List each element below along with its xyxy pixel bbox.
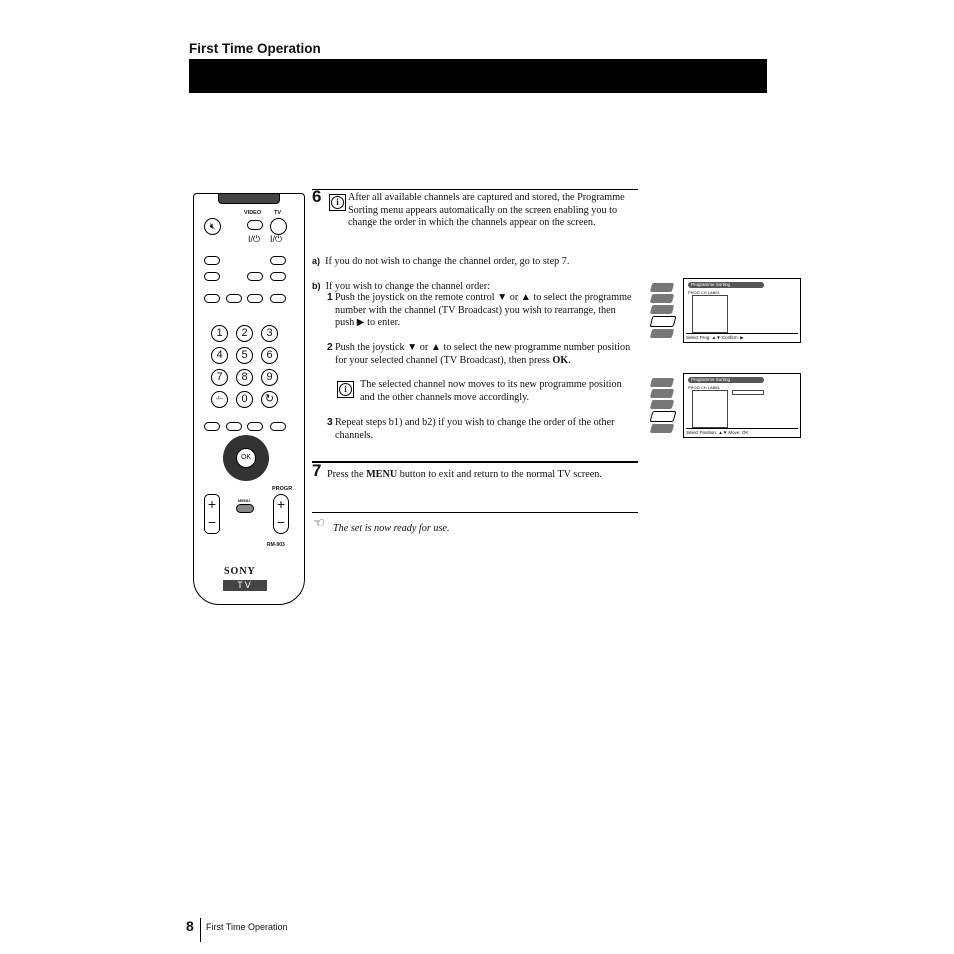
- volume-rocker: + −: [204, 494, 220, 534]
- standby-icon-tv: I/⏻: [270, 234, 283, 244]
- digit-button-4: 4: [211, 347, 228, 364]
- step-b2-number: 2: [327, 342, 333, 353]
- screen2-columns: PROG CH LABEL: [688, 385, 721, 390]
- sharpness-button: [270, 422, 286, 431]
- step6-intro: After all available channels are captured and stored, the Programme Sorting menu appears automatically on the screen enabling you to change the order in which the channels appear on the screen.: [348, 192, 625, 229]
- programme-sorting-screen-2: [683, 373, 801, 438]
- tv-badge: TV: [223, 580, 267, 591]
- menu-button: [236, 504, 254, 513]
- screen2-channel-list: [692, 390, 728, 428]
- step-b3-text: Repeat steps b1) and b2) if you wish to change the order of the other channels.: [335, 417, 615, 441]
- step7-text: Press the MENU button to exit and return to the normal TV screen.: [327, 469, 602, 480]
- sound-mode-button: [204, 422, 220, 431]
- programme-rocker: + −: [273, 494, 289, 534]
- progr-label: PROGR: [272, 486, 293, 492]
- digit-button-7: 7: [211, 369, 228, 386]
- double-digit-button: -/--: [211, 391, 228, 408]
- screen1-channel-list: [692, 295, 728, 333]
- step-b2-text: Push the joystick ▼ or ▲ to select the new programme number position for your selected channel (TV Broadcast), then press OK.: [335, 342, 631, 366]
- tv-label: TV: [274, 210, 282, 216]
- screen1-footer: Select Prog: ▲▼ Confirm: ▶: [686, 335, 744, 340]
- tv-power-button: [270, 218, 287, 235]
- menu-tabs-1: [651, 283, 675, 340]
- teletext-button: [204, 256, 220, 265]
- step7-rule: [312, 461, 638, 463]
- color-button-4: [270, 294, 286, 303]
- color-button-1: [204, 294, 220, 303]
- menu-tabs-2: [651, 378, 675, 435]
- page-number: 8: [186, 918, 194, 934]
- video-label: VIDEO: [244, 210, 262, 216]
- video-power-button: [247, 220, 263, 230]
- digit-button-3: 3: [261, 325, 278, 342]
- step6-number: 6: [312, 187, 322, 206]
- step-b1-number: 1: [327, 292, 333, 303]
- screen1-title: Programme Sorting: [688, 282, 764, 288]
- color-button-3: [247, 294, 263, 303]
- remote-control-illustration: [193, 193, 305, 605]
- step6-option-a: a) If you do not wish to change the channel order, go to step 7.: [312, 256, 570, 267]
- step6-rule: [312, 189, 638, 190]
- previous-channel-button: ↻: [261, 391, 278, 408]
- screen2-moving-channel: [732, 390, 764, 395]
- digit-button-1: 1: [211, 325, 228, 342]
- step-b3-number: 3: [327, 417, 333, 428]
- screen1-columns: PROG CH LABEL: [688, 290, 721, 295]
- footer-label: First Time Operation: [206, 922, 288, 932]
- screen2-title: Programme Sorting: [688, 377, 764, 383]
- digit-button-2: 2: [236, 325, 253, 342]
- digit-button-0: 0: [236, 391, 253, 408]
- picture-mode-button: [247, 272, 263, 281]
- step6-note: The selected channel now moves to its new programme position and the other channels move accordingly.: [360, 379, 622, 403]
- brightness-button: [226, 422, 242, 431]
- digit-button-6: 6: [261, 347, 278, 364]
- title-bar: [189, 59, 767, 93]
- joystick: [223, 435, 269, 481]
- footer-divider: [200, 918, 201, 942]
- color-button-2: [226, 294, 242, 303]
- ready-rule: [312, 512, 638, 513]
- standby-icon: I/⏻: [248, 234, 261, 244]
- digit-button-9: 9: [261, 369, 278, 386]
- info-button: [270, 256, 286, 265]
- digit-button-5: 5: [236, 347, 253, 364]
- info-icon-note: i: [337, 381, 354, 398]
- section-title: First Time Operation: [189, 41, 321, 56]
- step6-option-b: b) If you wish to change the channel order:: [312, 281, 490, 292]
- model-number: RM-903: [267, 542, 285, 548]
- ready-note: The set is now ready for use.: [333, 523, 450, 534]
- input-select-button: [270, 272, 286, 281]
- ok-button: OK: [236, 448, 256, 468]
- step7-number: 7: [312, 461, 322, 480]
- ir-window: [218, 193, 280, 204]
- programme-sorting-screen-1: [683, 278, 801, 343]
- hand-icon: ☜: [313, 515, 325, 530]
- step-b1-text: Push the joystick on the remote control ▼ or ▲ to select the programme number with the channel (TV Broadcast) you wish to rearrange, then push ▶ to enter.: [335, 292, 632, 329]
- teletext-mix-button: [204, 272, 220, 281]
- brand-logo: SONY: [224, 566, 256, 577]
- digit-button-8: 8: [236, 369, 253, 386]
- info-icon: i: [329, 194, 346, 211]
- color-adjust-button: [247, 422, 263, 431]
- mute-icon: 🔇︎: [204, 218, 221, 235]
- menu-label: MENU: [238, 498, 250, 503]
- screen2-footer: Select Position: ▲▼ Move: OK: [686, 430, 749, 435]
